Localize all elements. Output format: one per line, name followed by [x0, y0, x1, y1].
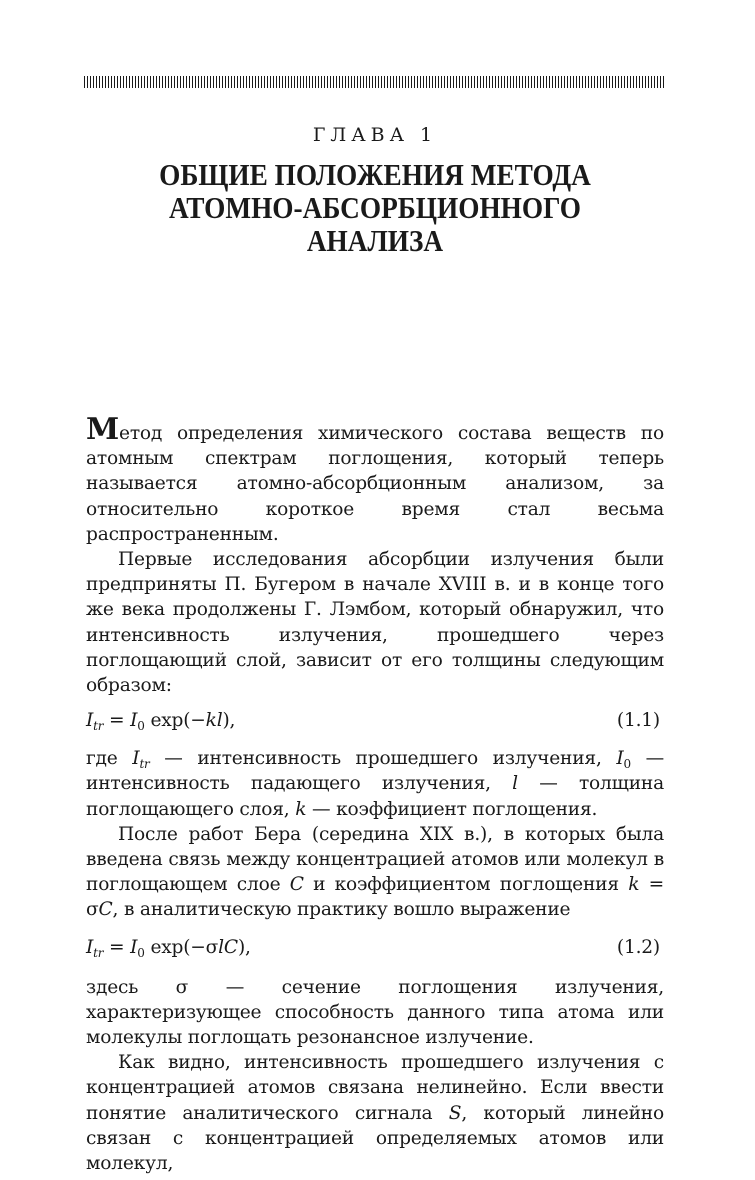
body-text — [86, 412, 665, 1176]
paragraph-6: Как видно, интенсивность прошедшего излучения с концентрацией атомов связана нелинейно. Если ввести понятие аналитического сигнала S, который линейно связан с концентрацией определяемых атомов или молекул, — [86, 1052, 664, 1175]
paragraph-1-text: етод определения химического состава веществ по атомным спектрам поглощения, который теперь называется атомно-абсорбционным анализом, за относительно короткое время стал весьма распространенным. — [86, 423, 664, 545]
paragraph-4: После работ Бера (середина XIX в.), в которых была введена связь между концентрацией атомов или молекул в поглощающем слое C и коэффициентом поглощения k = σC, в аналитическую практику вошло выражение — [86, 823, 664, 921]
equation-1-2-formula: $I_{tr} = I_0$ exp(−σlC), — [86, 936, 251, 960]
equation-number: (1.1) — [616, 710, 660, 732]
paragraph-1 — [86, 412, 664, 547]
equation-1-1 — [86, 700, 664, 742]
paragraph-5: здесь σ — сечение поглощения излучения, характеризующее способность данного типа атома или молекулы поглощать резонансное излучение. — [86, 976, 664, 1049]
equation-1-2 — [86, 927, 664, 969]
title-line-2: АТОМНО-АБСОРБЦИОННОГО — [168, 190, 582, 225]
top-decorative-rule — [84, 76, 666, 88]
equation-number: (1.2) — [616, 936, 660, 958]
equation-1-1-formula: $I_{tr} = I_0$ exp(−kl), — [86, 710, 236, 734]
chapter-title — [119, 158, 631, 257]
chapter-label: ГЛАВА 1 — [312, 124, 438, 146]
title-line-3: АНАЛИЗА — [306, 223, 444, 258]
paragraph-3: где $I_{tr}$ — интенсивность прошедшего излучения, $I_0$ — интенсивность падающего излучения, l — толщина поглощающего слоя, k — коэффициент поглощения. — [86, 748, 665, 820]
paragraph-2: Первые исследования абсорбции излучения были предприняты П. Бугером в начале XVIII в. и в конце того же века продолжены Г. Лэмбом, который обнаружил, что интенсивность излучения, прошедшего через поглощающий слой, зависит от его толщины следующим образом: — [86, 549, 664, 697]
title-line-1: ОБЩИЕ ПОЛОЖЕНИЯ МЕТОДА — [159, 157, 591, 192]
drop-cap: М — [86, 412, 120, 447]
